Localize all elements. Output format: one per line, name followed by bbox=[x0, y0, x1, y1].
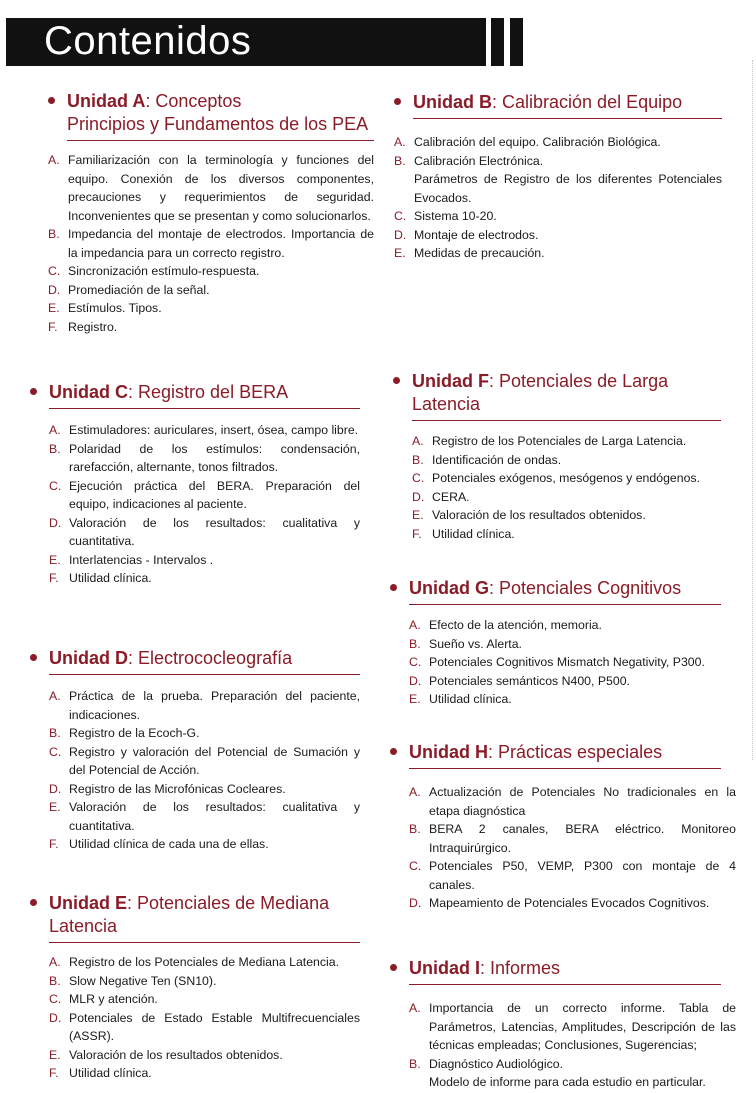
unit-g-heading bbox=[409, 577, 721, 605]
item-letter: A. bbox=[409, 785, 421, 799]
list-item bbox=[394, 226, 722, 245]
item-text: Calibración del equipo. Calibración Biológica. bbox=[414, 135, 661, 149]
item-letter: C. bbox=[48, 264, 61, 278]
item-text: Mapeamiento de Potenciales Evocados Cognitivos. bbox=[429, 896, 710, 910]
item-text: Valoración de los resultados: cualitativa y cuantitativa. bbox=[69, 800, 360, 833]
list-item bbox=[49, 972, 360, 991]
list-item bbox=[49, 421, 360, 440]
unit-g bbox=[390, 577, 721, 709]
item-text: Medidas de precaución. bbox=[414, 246, 545, 260]
item-letter: D. bbox=[409, 673, 422, 688]
item-letter: B. bbox=[49, 726, 61, 740]
list-item bbox=[49, 1046, 360, 1065]
item-text: Identificación de ondas. bbox=[432, 452, 562, 467]
unit-c bbox=[30, 381, 360, 588]
list-item bbox=[412, 432, 721, 451]
item-letter: D. bbox=[49, 515, 62, 530]
item-letter: C. bbox=[49, 478, 62, 493]
unit-b-heading bbox=[413, 91, 722, 119]
item-letter: C. bbox=[49, 744, 62, 759]
unit-d-title: Unidad D: Electrococleografía bbox=[49, 648, 293, 668]
bullet-icon bbox=[390, 748, 397, 755]
item-text: Parámetros de Registro de los diferentes Potenciales Evocados. bbox=[414, 172, 722, 205]
item-text: Valoración de los resultados obtenidos. bbox=[69, 1047, 283, 1062]
list-item bbox=[409, 820, 736, 857]
unit-h bbox=[390, 741, 736, 913]
item-letter: B. bbox=[409, 1056, 421, 1071]
item-text: Estimuladores: auriculares, insert, ósea, campo libre. bbox=[69, 423, 359, 437]
list-item bbox=[48, 262, 374, 281]
list-item bbox=[394, 133, 722, 152]
item-text: Montaje de electrodos. bbox=[414, 227, 539, 242]
item-letter: E. bbox=[409, 692, 421, 706]
item-text: Polaridad de los estímulos: condensación, rarefacción, alternante, tonos filtrados. bbox=[69, 441, 360, 474]
unit-e bbox=[30, 892, 360, 1083]
item-text: Utilidad clínica. bbox=[432, 526, 515, 541]
item-letter: B. bbox=[49, 441, 61, 456]
unit-d-heading bbox=[49, 647, 360, 675]
item-letter: B. bbox=[412, 452, 424, 467]
list-item bbox=[49, 440, 360, 477]
item-letter: C. bbox=[409, 655, 422, 669]
unit-e-items bbox=[49, 953, 360, 1083]
item-text: Impedancia del montaje de electrodos. Importancia de la impedancia para un correcto registro. bbox=[68, 227, 374, 260]
unit-a bbox=[48, 90, 374, 336]
item-letter: F. bbox=[412, 526, 422, 541]
unit-name: Unidad I bbox=[409, 958, 480, 978]
list-item bbox=[48, 299, 374, 318]
item-letter: A. bbox=[49, 955, 61, 969]
item-letter: B. bbox=[48, 227, 60, 241]
list-item bbox=[48, 225, 374, 262]
unit-i-heading bbox=[409, 957, 721, 985]
item-letter: F. bbox=[49, 571, 59, 585]
list-item bbox=[48, 281, 374, 300]
item-text: CERA. bbox=[432, 489, 470, 504]
list-item bbox=[394, 152, 722, 171]
list-item bbox=[409, 1055, 736, 1074]
unit-title-line: Principios y Fundamentos de los PEA bbox=[67, 114, 369, 134]
item-text: Utilidad clínica. bbox=[429, 692, 512, 706]
list-item bbox=[49, 514, 360, 551]
unit-title-line: Prácticas especiales bbox=[498, 742, 663, 762]
unit-c-title: Unidad C: Registro del BERA bbox=[49, 382, 289, 402]
unit-f-title: Unidad F: Potenciales de Larga Latencia bbox=[412, 371, 669, 414]
bullet-icon bbox=[393, 377, 400, 384]
item-text: Registro de las Microfónicas Cocleares. bbox=[69, 781, 286, 796]
item-letter: B. bbox=[409, 822, 421, 836]
list-item bbox=[409, 894, 736, 913]
unit-i-title: Unidad I: Informes bbox=[409, 958, 561, 978]
list-item bbox=[412, 469, 721, 488]
unit-title-line: Electrococleografía bbox=[138, 648, 293, 668]
item-letter: B. bbox=[409, 636, 421, 651]
item-text: Sincronización estímulo-respuesta. bbox=[68, 264, 260, 278]
item-text: Utilidad clínica. bbox=[69, 571, 152, 585]
unit-d bbox=[30, 647, 360, 854]
list-item bbox=[49, 743, 360, 780]
item-letter: E. bbox=[49, 1047, 61, 1062]
list-item bbox=[409, 783, 736, 820]
page-edge-divider bbox=[752, 60, 754, 760]
item-text: Registro de los Potenciales de Larga Latencia. bbox=[432, 434, 687, 448]
list-item bbox=[409, 635, 721, 654]
item-letter: A. bbox=[49, 689, 61, 703]
item-text: MLR y atención. bbox=[69, 992, 158, 1006]
unit-title-line: Latencia bbox=[49, 916, 118, 936]
list-item bbox=[48, 318, 374, 337]
item-letter: D. bbox=[394, 227, 407, 242]
item-letter: C. bbox=[409, 859, 422, 873]
item-letter: E. bbox=[49, 552, 61, 567]
item-text: Potenciales semánticos N400, P500. bbox=[429, 673, 630, 688]
item-text: Potenciales exógenos, mesógenos y endógenos. bbox=[432, 471, 700, 485]
unit-h-title: Unidad H: Prácticas especiales bbox=[409, 742, 663, 762]
item-letter: B. bbox=[394, 153, 406, 168]
item-text: Sueño vs. Alerta. bbox=[429, 636, 522, 651]
unit-name: Unidad F bbox=[412, 371, 489, 391]
unit-b bbox=[394, 91, 722, 263]
unit-i bbox=[390, 957, 736, 1092]
list-item bbox=[394, 170, 722, 207]
list-item bbox=[49, 953, 360, 972]
list-item bbox=[409, 672, 721, 691]
item-text: Slow Negative Ten (SN10). bbox=[69, 973, 217, 988]
item-letter: D. bbox=[49, 1010, 62, 1025]
page-title: Contenidos bbox=[44, 19, 252, 63]
list-item bbox=[409, 1073, 736, 1092]
item-text: Registro de los Potenciales de Mediana Latencia. bbox=[69, 955, 340, 969]
list-item bbox=[409, 999, 736, 1055]
list-item bbox=[49, 551, 360, 570]
unit-title-line: Potenciales Cognitivos bbox=[499, 578, 682, 598]
item-letter: C. bbox=[394, 209, 407, 223]
item-text: Registro de la Ecoch-G. bbox=[69, 726, 200, 740]
item-letter: F. bbox=[48, 319, 58, 334]
item-letter: E. bbox=[412, 508, 424, 522]
item-letter: B. bbox=[49, 973, 61, 988]
bullet-icon bbox=[394, 98, 401, 105]
list-item bbox=[394, 207, 722, 226]
unit-title-line: Registro del BERA bbox=[138, 382, 289, 402]
item-text: Potenciales de Estado Estable Multifrecuenciales (ASSR). bbox=[69, 1010, 360, 1043]
item-text: Familiarización con la terminología y funciones del equipo. Conexión de los diversos componentes, precauciones y requerimientos de seguridad. Inconvenientes que se presentan y como solucionarlos. bbox=[68, 153, 374, 223]
item-letter: A. bbox=[48, 153, 60, 167]
item-text: Estímulos. Tipos. bbox=[68, 301, 162, 315]
item-text: Interlatencias - Intervalos . bbox=[69, 552, 214, 567]
bullet-icon bbox=[48, 97, 55, 104]
item-text: Registro. bbox=[68, 319, 118, 334]
unit-title-line: Calibración del Equipo bbox=[502, 92, 683, 112]
list-item bbox=[412, 488, 721, 507]
unit-name: Unidad B bbox=[413, 92, 492, 112]
item-text: Utilidad clínica de cada una de ellas. bbox=[69, 837, 269, 851]
item-text: Utilidad clínica. bbox=[69, 1066, 152, 1080]
unit-c-items bbox=[49, 421, 360, 588]
list-item bbox=[49, 1009, 360, 1046]
item-letter: A. bbox=[409, 1001, 421, 1015]
list-item bbox=[412, 451, 721, 470]
item-letter: F. bbox=[49, 837, 59, 851]
unit-title-line: Potenciales de Mediana bbox=[137, 893, 330, 913]
list-item bbox=[49, 990, 360, 1009]
item-text: Efecto de la atención, memoria. bbox=[429, 618, 602, 632]
item-letter: A. bbox=[409, 618, 421, 632]
bullet-icon bbox=[30, 899, 37, 906]
list-item bbox=[409, 653, 721, 672]
item-text: Potenciales Cognitivos Mismatch Negativity, P300. bbox=[429, 655, 705, 669]
item-letter: A. bbox=[412, 434, 424, 448]
unit-f-heading bbox=[412, 370, 721, 421]
unit-title-line: Conceptos bbox=[155, 91, 242, 111]
item-text: Ejecución práctica del BERA. Preparación del equipo, indicaciones al paciente. bbox=[69, 478, 360, 511]
unit-title-line: Potenciales de Larga bbox=[499, 371, 669, 391]
bullet-icon bbox=[30, 654, 37, 661]
unit-name: Unidad A bbox=[67, 91, 146, 111]
item-letter: D. bbox=[409, 896, 422, 910]
item-letter: C. bbox=[49, 992, 62, 1006]
unit-f-items bbox=[412, 432, 721, 543]
bullet-icon bbox=[390, 964, 397, 971]
bullet-icon bbox=[390, 584, 397, 591]
item-text: Diagnóstico Audiológico. bbox=[429, 1056, 563, 1071]
item-letter: C. bbox=[412, 471, 425, 485]
unit-name: Unidad C bbox=[49, 382, 128, 402]
item-letter: A. bbox=[49, 423, 61, 437]
list-item bbox=[49, 780, 360, 799]
list-item bbox=[49, 477, 360, 514]
item-letter: D. bbox=[412, 489, 425, 504]
unit-g-title: Unidad G: Potenciales Cognitivos bbox=[409, 578, 682, 598]
unit-name: Unidad E bbox=[49, 893, 128, 913]
list-item bbox=[49, 835, 360, 854]
item-text: BERA 2 canales, BERA eléctrico. Monitoreo Intraquirúrgico. bbox=[429, 822, 736, 855]
item-text: Calibración Electrónica. bbox=[414, 153, 544, 168]
unit-name: Unidad G bbox=[409, 578, 489, 598]
item-text: Práctica de la prueba. Preparación del paciente, indicaciones. bbox=[69, 689, 360, 722]
item-text: Importancia de un correcto informe. Tabla de Parámetros, Latencias, Amplitudes, Descripción de las técnicas empleadas; Conclusiones, Sugerencias; bbox=[429, 1001, 736, 1052]
unit-name: Unidad D bbox=[49, 648, 128, 668]
unit-e-heading bbox=[49, 892, 360, 943]
list-item bbox=[48, 151, 374, 225]
unit-i-items bbox=[409, 999, 736, 1092]
item-text: Promediación de la señal. bbox=[68, 282, 210, 297]
item-letter: E. bbox=[49, 800, 61, 814]
item-text: Valoración de los resultados: cualitativa y cuantitativa. bbox=[69, 515, 360, 548]
list-item bbox=[49, 1064, 360, 1083]
unit-name: Unidad H bbox=[409, 742, 488, 762]
list-item bbox=[412, 506, 721, 525]
unit-a-title: Unidad A: Conceptos Principios y Fundamentos de los PEA bbox=[67, 91, 369, 134]
item-text: Potenciales P50, VEMP, P300 con montaje de 4 canales. bbox=[429, 859, 736, 892]
list-item bbox=[49, 687, 360, 724]
unit-a-heading bbox=[67, 90, 374, 141]
unit-title-line: Latencia bbox=[412, 394, 481, 414]
list-item bbox=[412, 525, 721, 544]
header-stripe-1 bbox=[491, 18, 504, 66]
item-text: Actualización de Potenciales No tradicionales en la etapa diagnóstica bbox=[429, 785, 736, 818]
item-text: Registro y valoración del Potencial de Sumación y del Potencial de Acción. bbox=[69, 744, 360, 777]
header-stripe-2 bbox=[510, 18, 523, 66]
item-letter: E. bbox=[394, 246, 406, 260]
item-text: Sistema 10-20. bbox=[414, 209, 497, 223]
item-letter: F. bbox=[49, 1066, 59, 1080]
item-letter: A. bbox=[394, 135, 406, 149]
unit-h-heading bbox=[409, 741, 721, 769]
list-item bbox=[49, 569, 360, 588]
unit-c-heading bbox=[49, 381, 360, 409]
unit-g-items bbox=[409, 616, 721, 709]
unit-e-title: Unidad E: Potenciales de Mediana Latencia bbox=[49, 893, 330, 936]
unit-f bbox=[393, 370, 721, 543]
item-letter: D. bbox=[48, 282, 61, 297]
item-letter: D. bbox=[49, 781, 62, 796]
list-item bbox=[49, 798, 360, 835]
list-item bbox=[49, 724, 360, 743]
list-item bbox=[409, 690, 721, 709]
unit-b-items bbox=[394, 133, 722, 263]
list-item bbox=[394, 244, 722, 263]
list-item bbox=[409, 857, 736, 894]
unit-b-title: Unidad B: Calibración del Equipo bbox=[413, 92, 683, 112]
unit-d-items bbox=[49, 687, 360, 854]
unit-a-items bbox=[48, 151, 374, 336]
item-text: Modelo de informe para cada estudio en particular. bbox=[429, 1075, 706, 1089]
item-text: Valoración de los resultados obtenidos. bbox=[432, 508, 646, 522]
unit-title-line: Informes bbox=[490, 958, 561, 978]
unit-h-items bbox=[409, 783, 736, 913]
item-letter: E. bbox=[48, 301, 60, 315]
bullet-icon bbox=[30, 388, 37, 395]
list-item bbox=[409, 616, 721, 635]
